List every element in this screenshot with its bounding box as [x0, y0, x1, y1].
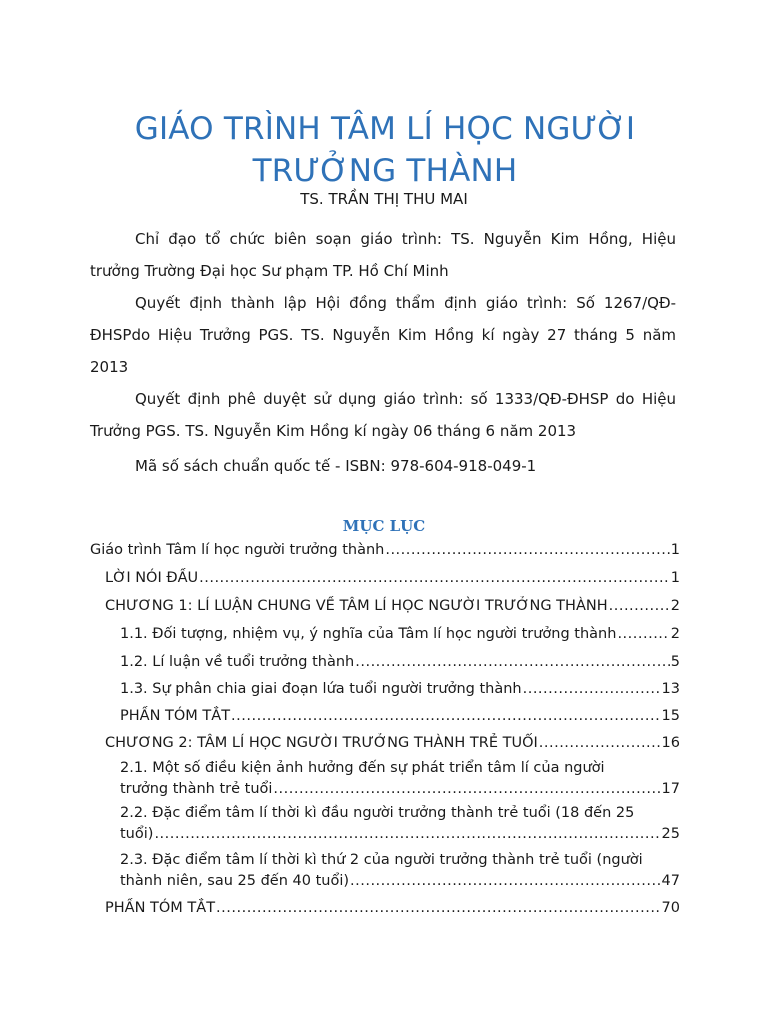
- toc-entry-section-2-3[interactable]: [120, 850, 680, 892]
- toc-entry-label: PHẦN TÓM TẮT: [105, 900, 216, 916]
- toc-page-number: 1: [670, 570, 680, 586]
- toc-dot-leader: [350, 871, 661, 892]
- toc-page-number: 2: [670, 626, 680, 642]
- toc-entry-label: 2.2. Đặc điểm tâm lí thời kì đầu người trưởng thành trẻ tuổi (18 đến 25: [120, 805, 635, 821]
- toc-page-number: 2: [670, 598, 680, 614]
- paragraph-approval-decision: Quyết định phê duyệt sử dụng giáo trình: số 1333/QĐ-ĐHSP do Hiệu Trưởng PGS. TS. Nguyễn Kim Hồng kí ngày 06 tháng 6 năm 2013: [90, 390, 676, 440]
- toc-entry-label: LỜI NÓI ĐẦU: [105, 570, 199, 586]
- toc-entry-textbook[interactable]: [90, 540, 680, 561]
- toc-entry-label-continued: tuổi): [120, 826, 154, 842]
- toc-entry-label: CHƯƠNG 2: TÂM LÍ HỌC NGƯỜI TRƯỞNG THÀNH TRẺ TUỔI: [105, 735, 538, 751]
- toc-entry-summary-2[interactable]: [105, 898, 680, 919]
- toc-dot-leader: [539, 733, 661, 754]
- toc-dot-leader: [216, 898, 661, 919]
- toc-entry-preface[interactable]: [105, 568, 680, 589]
- toc-entry-section-1-2[interactable]: [120, 652, 680, 673]
- title-line-1: GIÁO TRÌNH TÂM LÍ HỌC NGƯỜI: [134, 111, 636, 147]
- toc-page-number: 15: [661, 708, 680, 724]
- toc-entry-section-2-2[interactable]: [120, 803, 680, 845]
- toc-entry-label: 1.1. Đối tượng, nhiệm vụ, ý nghĩa của Tâm lí học người trưởng thành: [120, 626, 617, 642]
- toc-entry-section-2-1[interactable]: [120, 758, 680, 800]
- toc-entry-label: 1.3. Sự phân chia giai đoạn lứa tuổi người trưởng thành: [120, 681, 522, 697]
- toc-page-number: 1: [670, 542, 680, 558]
- toc-page-number: 25: [661, 826, 680, 842]
- toc-entry-label-continued: thành niên, sau 25 đến 40 tuổi): [120, 873, 350, 889]
- toc-heading: MỤC LỤC: [342, 517, 426, 535]
- toc-page-number: 16: [661, 735, 680, 751]
- toc-page-number: 13: [661, 681, 680, 697]
- toc-entry-continuation: [120, 871, 680, 892]
- toc-dot-leader: [617, 624, 669, 645]
- toc-page-number: 70: [661, 900, 680, 916]
- toc-entry-label: 2.1. Một số điều kiện ảnh hưởng đến sự phát triển tâm lí của người: [120, 760, 605, 776]
- paragraph-appraisal-council: Quyết định thành lập Hội đồng thẩm định giáo trình: Số 1267/QĐ-ĐHSPdo Hiệu Trưởng PGS. TS. Nguyễn Kim Hồng kí ngày 27 tháng 5 năm 2013: [90, 294, 676, 376]
- toc-dot-leader: [199, 568, 670, 589]
- toc-page-number: 47: [661, 873, 680, 889]
- toc-entry-summary-1[interactable]: [120, 706, 680, 727]
- paragraph-editorial-direction: Chỉ đạo tổ chức biên soạn giáo trình: TS. Nguyễn Kim Hồng, Hiệu trưởng Trường Đại học Sư phạm TP. Hồ Chí Minh: [90, 230, 676, 280]
- toc-dot-leader: [154, 824, 660, 845]
- toc-entry-label: PHẦN TÓM TẮT: [120, 708, 231, 724]
- toc-page-number: 5: [670, 654, 680, 670]
- toc-entry-chapter-2[interactable]: [105, 733, 680, 754]
- paragraph-isbn: Mã số sách chuẩn quốc tế - ISBN: 978-604-918-049-1: [135, 457, 537, 475]
- toc-dot-leader: [385, 540, 669, 561]
- toc-entry-label: CHƯƠNG 1: LÍ LUẬN CHUNG VỀ TÂM LÍ HỌC NGƯỜI TRƯỞNG THÀNH: [105, 598, 608, 614]
- toc-dot-leader: [609, 596, 670, 617]
- toc-entry-section-1-1[interactable]: [120, 624, 680, 645]
- toc-entry-label-continued: trưởng thành trẻ tuổi: [120, 781, 273, 797]
- toc-dot-leader: [231, 706, 661, 727]
- document-title: [80, 108, 690, 192]
- title-line-2: TRƯỞNG THÀNH: [252, 153, 518, 189]
- toc-entry-chapter-1[interactable]: [105, 596, 680, 617]
- toc-entry-label: Giáo trình Tâm lí học người trưởng thành: [90, 542, 385, 558]
- author-name: TS. TRẦN THỊ THU MAI: [300, 190, 468, 208]
- toc-entry-label: 2.3. Đặc điểm tâm lí thời kì thứ 2 của người trưởng thành trẻ tuổi (người: [120, 852, 643, 868]
- toc-dot-leader: [355, 652, 670, 673]
- toc-page-number: 17: [661, 781, 680, 797]
- toc-entry-section-1-3[interactable]: [120, 679, 680, 700]
- toc-entry-label: 1.2. Lí luận về tuổi trưởng thành: [120, 654, 355, 670]
- toc-entry-continuation: [120, 779, 680, 800]
- toc-entry-continuation: [120, 824, 680, 845]
- toc-dot-leader: [523, 679, 661, 700]
- toc-dot-leader: [273, 779, 660, 800]
